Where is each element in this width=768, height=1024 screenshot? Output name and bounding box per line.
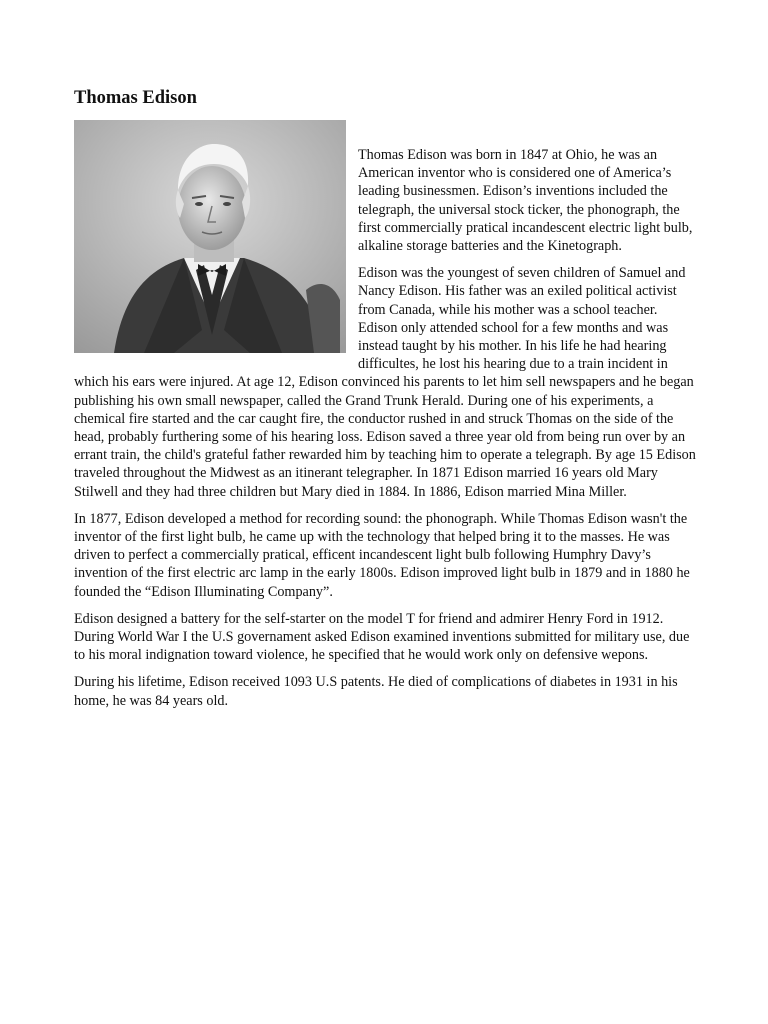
paragraph: Edison designed a battery for the self-starter on the model T for friend and admirer Henry Ford in 1912. During World War I the U.S governament asked Edison examined inventions submitted for military use, due to his moral indignation toward violence, he specified that he would work only on defensive wepons. (74, 610, 690, 664)
document-page (74, 86, 696, 719)
paragraph: During his lifetime, Edison received 1093 U.S patents. He died of complications of diabetes in 1931 in his home, he was 84 years old. (74, 674, 678, 709)
paragraph: Edison was the youngest of seven children of Samuel and Nancy Edison. His father was an exiled political activist from Canada, while his mother was a school teacher. Edison only attended school for a few months and was instead taught by his mother. In his life he had hearing difficultes, he lost his hearing due to a train incident in which his ears were injured. At age 12, Edison convinced his parents to let him sell newspapers and he began publishing his own small newspaper, called the Grand Trunk Herald. During one of his experiments, a chemical fire started and the car caught fire, the conductor rushed in and struck Thomas on the side of the head, probably furthering some of his hearing loss. Edison saved a three year old from being run over by an errant train, the child's grateful father rewarded him by teaching him to operate a telegraph. By age 15 Edison traveled throughout the Midwest as an itinerant telegrapher. In 1871 Edison married 16 years old Mary Stilwell and they had three children but Mary died in 1884. In 1886, Edison married Mina Miller. (74, 265, 696, 500)
document-title: Thomas Edison (74, 88, 197, 108)
paragraph: Thomas Edison was born in 1847 at Ohio, he was an American inventor who is considered one of America’s leading businessmen. Edison’s inventions included the telegraph, the universal stock ticker, the phonograph, the first commercially pratical incandescent electric light bulb, alkaline storage batteries and the Kinetograph. (358, 147, 693, 255)
portrait-photo (74, 120, 346, 353)
paragraph: In 1877, Edison developed a method for recording sound: the phonograph. While Thomas Edison wasn't the inventor of the first light bulb, he came up with the technology that helped bring it to the masses. He was driven to perfect a commercially pratical, efficent incandescent light bulb following Humphry Davy’s invention of the first electric arc lamp in the early 1800s. Edison improved light bulb in 1879 and in 1880 he founded the “Edison Illuminating Company”. (74, 510, 690, 600)
portrait-image (74, 120, 346, 353)
